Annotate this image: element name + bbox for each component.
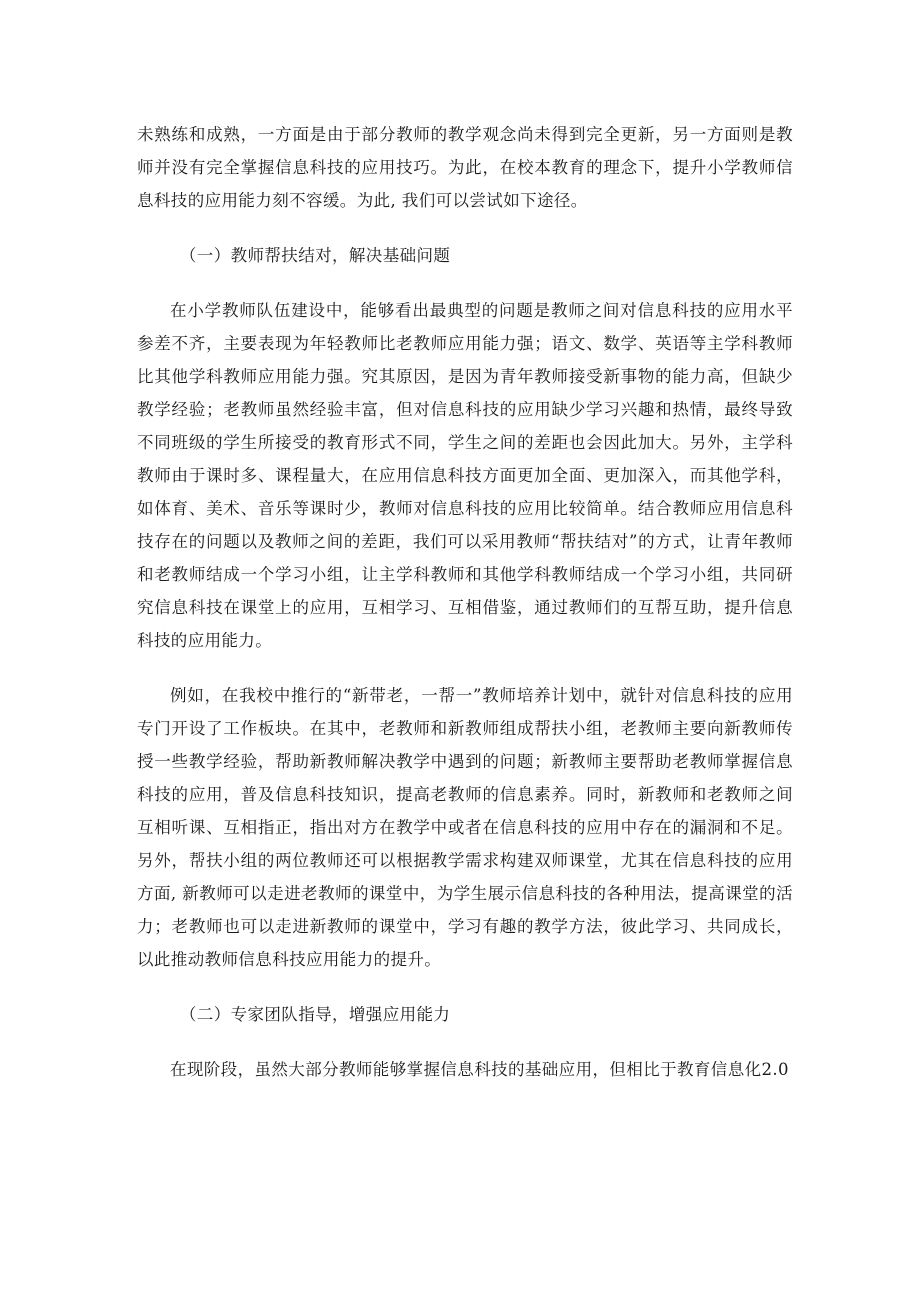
section-heading-1: （一）教师帮扶结对，解决基础问题 (179, 246, 451, 265)
paragraph-intro: 未熟练和成熟，一方面是由于部分教师的教学观念尚未得到完全更新，另一方面则是教师并没有完全掌握信息科技的应用技巧。为此，在校本教育的理念下，提升小学教师信息科技的应用能力刻不容缓。为此, 我们可以尝试如下途径。 (137, 125, 793, 210)
paragraph-pairing: 在小学教师队伍建设中，能够看出最典型的问题是教师之间对信息科技的应用水平参差不齐，主要表现为年轻教师比老教师应用能力强；语文、数学、英语等主学科教师比其他学科教师应用能力强。究其原因，是因为青年教师接受新事物的能力高，但缺少教学经验；老教师虽然经验丰富，但对信息科技的应用缺少学习兴趣和热情，最终导致不同班级的学生所接受的教育形式不同，学生之间的差距也会因此加大。另外，主学科教师由于课时多、课程量大，在应用信息科技方面更加全面、更加深入，而其他学科，如体育、美术、音乐等课时少，教师对信息科技的应用比较简单。结合教师应用信息科技存在的问题以及教师之间的差距，我们可以采用教师“帮扶结对”的方式，让青年教师和老教师结成一个学习小组，让主学科教师和其他学科教师结成一个学习小组，共同研究信息科技在课堂上的应用，互相学习、互相借鉴，通过教师们的互帮互助，提升信息科技的应用能力。 (137, 301, 793, 650)
section-heading-2: （二）专家团队指导，增强应用能力 (179, 1005, 451, 1024)
paragraph-expert: 在现阶段，虽然大部分教师能够掌握信息科技的基础应用，但相比于教育信息化2.0 (170, 1060, 789, 1079)
document-page (137, 118, 793, 1086)
paragraph-example: 例如，在我校中推行的“新带老，一帮一”教师培养计划中，就针对信息科技的应用专门开设了工作板块。在其中，老教师和新教师组成帮扶小组，老教师主要向新教师传授一些教学经验，帮助新教师解决教学中遇到的问题；新教师主要帮助老教师掌握信息科技的应用，普及信息科技知识，提高老教师的信息素养。同时，新教师和老教师之间互相听课、互相指正，指出对方在教学中或者在信息科技的应用中存在的漏洞和不足。另外，帮扶小组的两位教师还可以根据教学需求构建双师课堂，尤其在信息科技的应用方面, 新教师可以走进老教师的课堂中，为学生展示信息科技的各种用法，提高课堂的活力；老教师也可以走进新教师的课堂中，学习有趣的教学方法，彼此学习、共同成长，以此推动教师信息科技应用能力的提升。 (137, 686, 793, 969)
